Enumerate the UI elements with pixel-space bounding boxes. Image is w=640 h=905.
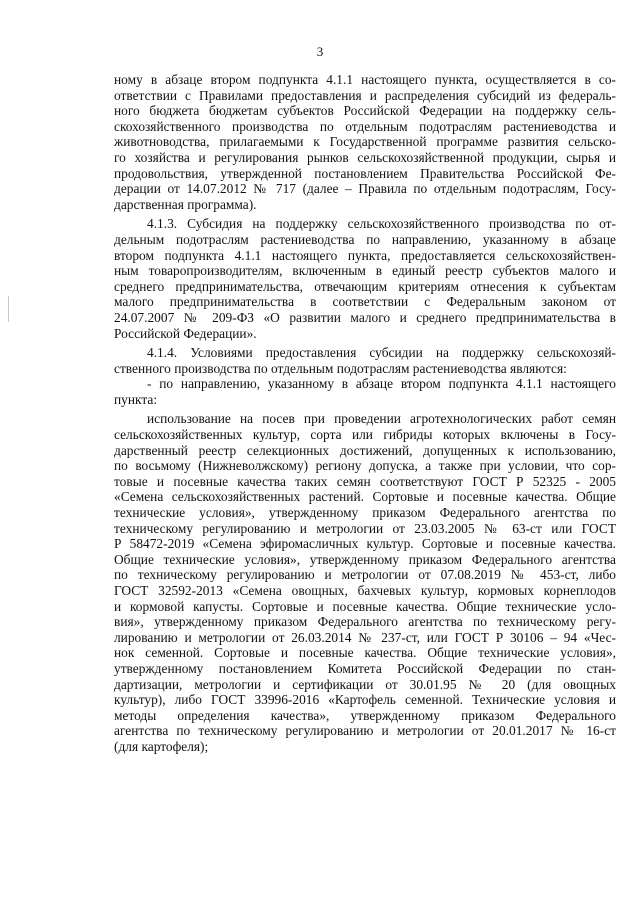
text-line: ному в абзаце втором подпункта 4.1.1 настоящего пункта, осуществляется в со- (114, 72, 616, 87)
text-line: го хозяйства и регулирования рынков сельскохозяйственной продукции, сырья и (114, 149, 616, 165)
text-line: Российской Федерации». (114, 325, 257, 341)
text-line: 24.07.2007 № 209-ФЗ «О развитии малого и среднего предпринимательства в (114, 309, 616, 325)
text-line: и кормовой капусты. Сортовые и посевные качества. Общие технические усло- (114, 598, 616, 614)
text-line: методы определения качества», утвержденному приказом Федерального (114, 707, 616, 723)
paragraph-direction-item (114, 376, 616, 407)
text-line: дарственная программа). (114, 196, 257, 212)
text-line: животноводства, прилагаемыми к Государственной программе развития сельско- (114, 134, 616, 150)
paragraph-continuation (114, 72, 616, 212)
text-line: дарственный реестр селекционных достижений, допущенных к использованию, (114, 442, 616, 458)
text-line: Р 58472-2019 «Семена эфиромасличных культур. Сортовые и посевные качества. (114, 536, 616, 552)
text-line: продовольствия, утвержденной постановлением Правительства Российской Фе- (114, 165, 616, 181)
text-line: ственного производства по отдельным подотраслям растениеводства являются: (114, 360, 567, 376)
text-line: по восьмому (Нижневолжскому) региону допуска, а также при условии, что сор- (114, 458, 616, 474)
text-line: товые и посевные качества таких семян соответствуют ГОСТ Р 52325 - 2005 (114, 473, 616, 489)
text-line: по техническому регулированию и метрологии от 07.08.2019 № 453-ст, либо (114, 567, 616, 583)
text-line: вия», утвержденному приказом Федерального агентства по техническому регу- (114, 614, 616, 630)
paragraph-4-1-3 (114, 216, 616, 341)
text-line: 4.1.3. Субсидия на поддержку сельскохозяйственного производства по от- (147, 216, 616, 232)
text-line: (для картофеля); (114, 738, 209, 754)
text-line: среднего предпринимательства, отвечающим критериям отнесения к субъектам (114, 278, 616, 294)
text-line: нок семенной. Сортовые и посевные качества. Общие технические условия», (114, 645, 616, 661)
text-line: ного бюджета бюджетам субъектов Российской Федерации на поддержку сель- (114, 103, 616, 119)
text-line: втором подпункта 4.1.1 настоящего пункта, предоставляется сельскохозяйствен- (114, 247, 616, 263)
text-line: утвержденному постановлением Комитета Российской Федерации по стан- (114, 660, 616, 676)
text-line: - по направлению, указанному в абзаце втором подпункта 4.1.1 настоящего (147, 376, 616, 392)
text-line: техническому регулированию и метрологии от 23.03.2005 № 63-ст или ГОСТ (114, 520, 616, 536)
text-line: ГОСТ 32592-2013 «Семена овощных, бахчевых культур, кормовых корнеплодов (114, 583, 616, 598)
text-line: «Семена сельскохозяйственных растений. Сортовые и посевные качества. Общие (114, 489, 616, 505)
text-line: технические условия», утвержденному приказом Федерального агентства по (114, 505, 616, 521)
margin-mark (8, 296, 9, 322)
text-line: культур), либо ГОСТ 33996-2016 «Картофель семенной. Технические условия и (114, 692, 616, 708)
text-line: 4.1.4. Условиями предоставления субсидии на поддержку сельскохозяй- (147, 345, 616, 361)
text-line: сельскохозяйственных культур, сорта или гибриды которых включены в Госу- (114, 427, 616, 443)
text-line: Общие технические условия», утвержденному приказом Федерального агентства (114, 551, 616, 567)
paragraph-seed-conditions (114, 411, 616, 754)
text-line: ответствии с Правилами предоставления и распределения субсидий из федераль- (114, 87, 616, 103)
text-line: дартизации, метрологии и сертификации от 30.01.95 № 20 (для овощных (114, 676, 616, 692)
text-line: пункта: (114, 391, 158, 407)
text-line: агентства по техническому регулированию и метрологии от 20.01.2017 № 16-ст (114, 723, 616, 739)
paragraph-4-1-4 (114, 345, 616, 376)
document-body (114, 72, 616, 755)
text-line: дельным подотраслям растениеводства по направлению, указанному в абзаце (114, 231, 616, 247)
text-line: дерации от 14.07.2012 № 717 (далее – Правила по отдельным подотраслям, Госу- (114, 181, 616, 197)
text-line: ным товаропроизводителям, включенным в единый реестр субъектов малого и (114, 263, 616, 279)
page-number: 3 (316, 44, 324, 59)
text-line: малого предпринимательства в соответствии с Федеральным законом от (114, 294, 616, 310)
text-line: лированию и метрологии от 26.03.2014 № 237-ст, или ГОСТ Р 30106 – 94 «Чес- (114, 629, 616, 645)
text-line: скохозяйственного производства по отдельным подотраслям растениеводства и (114, 118, 616, 134)
text-line: использование на посев при проведении агротехнологических работ семян (147, 411, 616, 427)
